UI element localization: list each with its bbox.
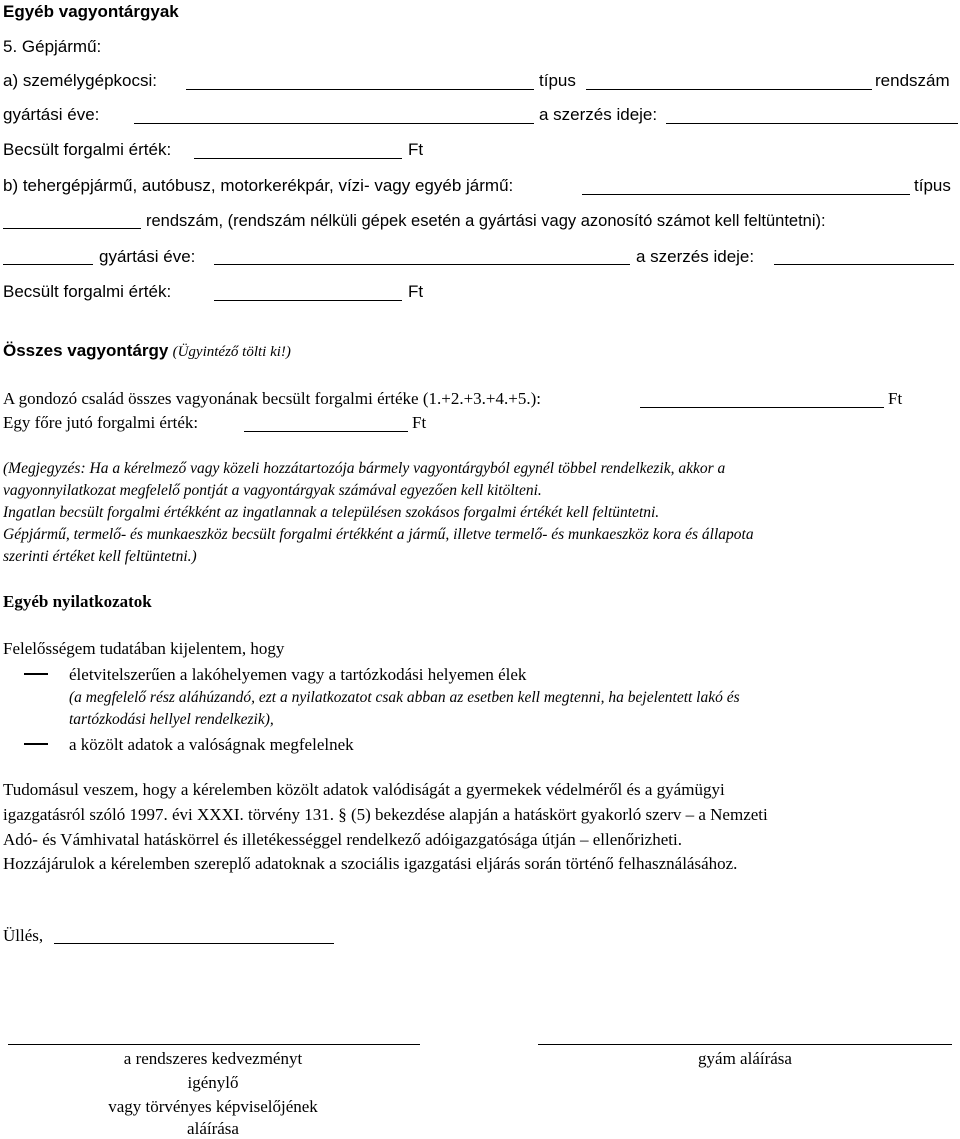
declaration-item-note: tartózkodási hellyel rendelkezik), (69, 711, 274, 728)
other-vehicle-year-field[interactable] (214, 264, 630, 265)
declaration-paragraph-line: igazgatásról szóló 1997. évi XXXI. törvény 131. § (5) bekezdése alapján a hatáskört gyakorló szerv – a Nemzeti (3, 805, 768, 824)
other-vehicle-acq-label: a szerzés ideje: (636, 247, 755, 266)
declarations-heading: Egyéb nyilatkozatok (3, 592, 152, 611)
guardian-signature-caption: gyám aláírása (698, 1049, 792, 1068)
bullet-dash-icon (24, 673, 48, 675)
total-heading-row (3, 341, 291, 362)
applicant-signature-caption: a rendszeres kedvezményt (123, 1049, 303, 1068)
other-vehicle-field[interactable] (582, 194, 910, 195)
other-vehicle-type-label: típus (914, 176, 951, 195)
remark-line: (Megjegyzés: Ha a kérelmező vagy közeli hozzátartozója bármely vagyontárgyból egynél többel rendelkezik, akkor a (3, 460, 726, 477)
other-vehicle-value-label: Becsült forgalmi érték: (3, 282, 172, 301)
applicant-signature-line[interactable] (8, 1044, 420, 1045)
other-vehicle-label: b) tehergépjármű, autóbusz, motorkerékpár, vízi- vagy egyéb jármű: (3, 176, 514, 195)
other-vehicle-type-field[interactable] (3, 228, 141, 229)
other-vehicle-year-label: gyártási éve: (99, 247, 196, 266)
other-vehicle-plate-field[interactable] (3, 264, 93, 265)
declaration-paragraph-line: Adó- és Vámhivatal hatáskörrel és illetékességgel rendelkező adóigazgatósága útján – ellenőrizheti. (3, 830, 682, 849)
car-value-field[interactable] (194, 158, 402, 159)
date-field[interactable] (54, 943, 334, 944)
car-year-field[interactable] (134, 123, 534, 124)
place-label: Üllés, (3, 926, 44, 945)
car-value-label: Becsült forgalmi érték: (3, 140, 172, 159)
applicant-signature-caption: vagy törvényes képviselőjének (108, 1097, 318, 1116)
per-capita-unit: Ft (412, 413, 427, 432)
other-vehicle-plate-label: rendszám, (rendszám nélküli gépek esetén a gyártási vagy azonosító számot kell feltüntetni): (146, 212, 826, 230)
other-vehicle-acq-field[interactable] (774, 264, 954, 265)
car-type-label: típus (539, 71, 576, 90)
other-vehicle-value-unit: Ft (408, 282, 424, 301)
bullet-dash-icon (24, 743, 48, 745)
per-capita-label: Egy főre jutó forgalmi érték: (3, 413, 199, 432)
applicant-signature-caption: aláírása (187, 1119, 239, 1138)
applicant-signature-caption: igénylő (187, 1073, 239, 1092)
declaration-paragraph-line: Hozzájárulok a kérelemben szereplő adatoknak a szociális igazgatási eljárás során történő felhasználásához. (3, 854, 738, 873)
car-plate-label: rendszám (875, 71, 950, 90)
family-total-field[interactable] (640, 407, 884, 408)
car-field[interactable] (186, 89, 534, 90)
other-vehicle-value-field[interactable] (214, 300, 402, 301)
guardian-signature-line[interactable] (538, 1044, 952, 1045)
car-label: a) személygépkocsi: (3, 71, 158, 90)
family-total-label: A gondozó család összes vagyonának becsült forgalmi értéke (1.+2.+3.+4.+5.): (3, 389, 541, 408)
remark-line: Gépjármű, termelő- és munkaeszköz becsült forgalmi értékként a jármű, illetve termelő- és munkaeszköz kora és állapota (3, 526, 754, 543)
car-acq-label: a szerzés ideje: (539, 105, 658, 124)
section-heading: Egyéb vagyontárgyak (3, 2, 179, 21)
car-acq-field[interactable] (666, 123, 958, 124)
car-type-field[interactable] (586, 89, 872, 90)
declaration-item-note: (a megfelelő rész aláhúzandó, ezt a nyilatkozatot csak abban az esetben kell megtenni, ha bejelentett lakó és (69, 689, 740, 706)
vehicle-section-title: 5. Gépjármű: (3, 37, 102, 56)
declarations-intro: Felelősségem tudatában kijelentem, hogy (3, 639, 285, 658)
car-year-label: gyártási éve: (3, 105, 100, 124)
family-total-unit: Ft (888, 389, 903, 408)
declaration-item-truth: a közölt adatok a valóságnak megfelelnek (69, 735, 354, 754)
remark-line: vagyonnyilatkozat megfelelő pontját a vagyontárgyak számával egyezően kell kitölteni. (3, 482, 542, 499)
total-note: (Ügyintéző tölti ki!) (172, 344, 291, 360)
declaration-paragraph-line: Tudomásul veszem, hogy a kérelemben közölt adatok valódiságát a gyermekek védelméről és a gyámügyi (3, 780, 725, 799)
total-heading: Összes vagyontárgy (3, 341, 169, 360)
per-capita-field[interactable] (244, 431, 408, 432)
declaration-item-residence: életvitelszerűen a lakóhelyemen vagy a tartózkodási helyemen élek (69, 665, 527, 684)
remark-line: szerinti értéket kell feltüntetni.) (3, 548, 197, 565)
car-value-unit: Ft (408, 140, 424, 159)
remark-line: Ingatlan becsült forgalmi értékként az ingatlannak a településen szokásos forgalmi értékét kell feltüntetni. (3, 504, 660, 521)
